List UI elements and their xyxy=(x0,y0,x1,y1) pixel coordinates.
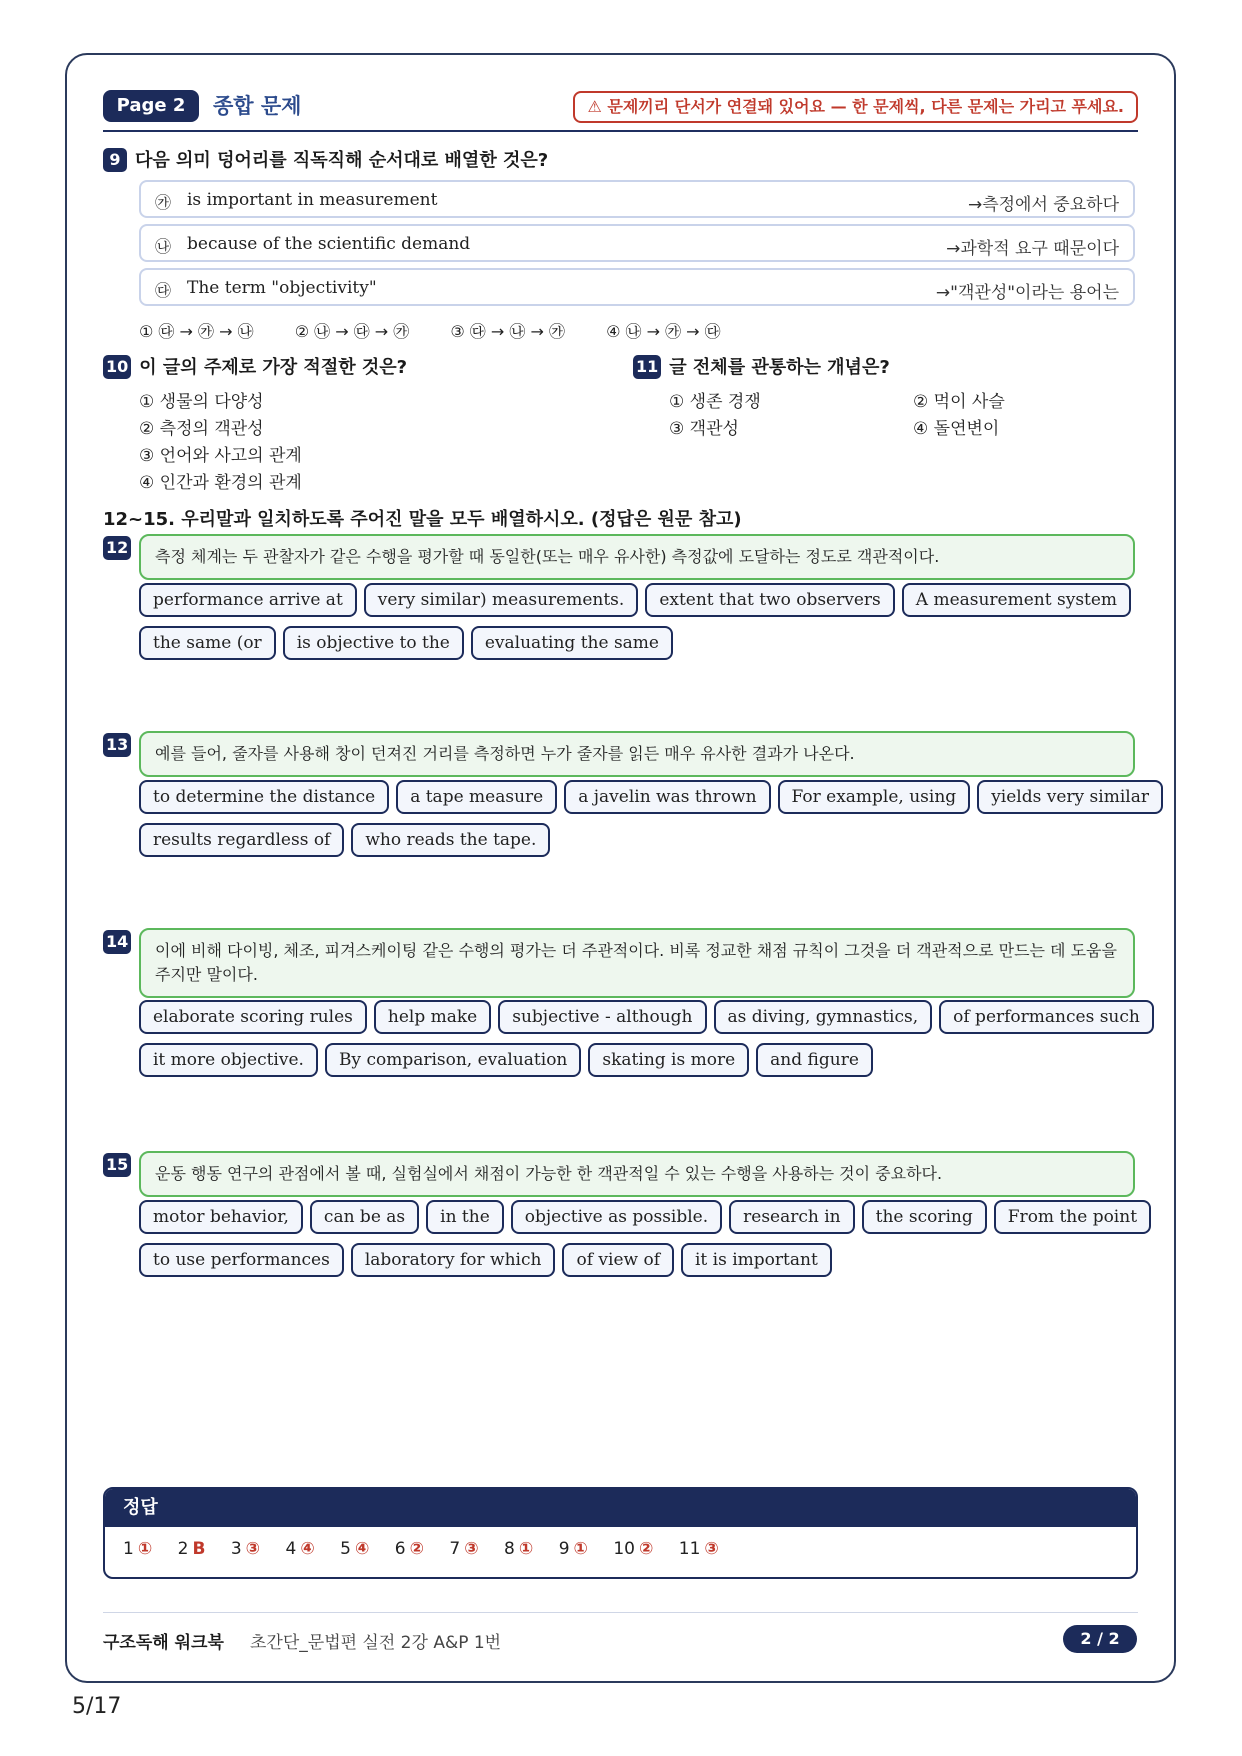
chunk-korean: →"객관성"이라는 용어는 xyxy=(935,283,1119,303)
warning-notice: ⚠ 문제끼리 단서가 연결돼 있어요 — 한 문제씩, 다른 문제는 가리고 푸세요. xyxy=(573,91,1138,123)
answer-item xyxy=(504,1539,533,1559)
chunk-english: is important in measurement xyxy=(187,190,438,210)
chunk-mark: ㉰ xyxy=(155,281,172,300)
question-number-14: 14 xyxy=(103,930,131,954)
answer-key xyxy=(103,1487,1138,1579)
word-chip[interactable]: extent that two observers xyxy=(645,583,894,617)
q11-option-4[interactable]: ④ 돌연변이 xyxy=(913,419,1000,439)
chunk-da xyxy=(139,268,1135,306)
chunk-mark: ㉯ xyxy=(155,237,172,256)
word-chip[interactable]: By comparison, evaluation xyxy=(325,1043,581,1077)
word-chip[interactable]: the same (or xyxy=(139,626,276,660)
q10-option-2[interactable]: ② 측정의 객관성 xyxy=(139,419,264,439)
q10-option-3[interactable]: ③ 언어와 사고의 관계 xyxy=(139,446,302,466)
word-bank-13-row-1 xyxy=(139,780,1163,814)
answer-item xyxy=(395,1539,424,1559)
answer-value: ④ xyxy=(300,1539,315,1559)
footer-divider xyxy=(103,1612,1138,1613)
question-number-15: 15 xyxy=(103,1153,131,1177)
answer-item xyxy=(123,1539,152,1559)
question-text: 이 글의 주제로 가장 적절한 것은? xyxy=(139,357,408,378)
word-chip[interactable]: research in xyxy=(729,1200,855,1234)
chunk-english: because of the scientific demand xyxy=(187,234,471,254)
korean-sentence-13: 예를 들어, 줄자를 사용해 창이 던져진 거리를 측정하면 누가 줄자를 읽든 매우 유사한 결과가 나온다. xyxy=(139,731,1135,777)
chunk-english: The term "objectivity" xyxy=(187,278,377,298)
word-chip[interactable]: motor behavior, xyxy=(139,1200,303,1234)
answer-number: 11 xyxy=(678,1539,701,1559)
answer-value: ① xyxy=(573,1539,588,1559)
word-bank-14-row-2 xyxy=(139,1043,873,1077)
answer-item xyxy=(340,1539,369,1559)
choice-3[interactable]: ③ ㉰ → ㉯ → ㉮ xyxy=(450,322,565,341)
answer-item xyxy=(449,1539,478,1559)
answer-item xyxy=(178,1539,206,1559)
chunk-korean: →과학적 요구 때문이다 xyxy=(946,239,1119,259)
word-chip[interactable]: results regardless of xyxy=(139,823,344,857)
word-chip[interactable]: the scoring xyxy=(862,1200,987,1234)
word-chip[interactable]: yields very similar xyxy=(977,780,1163,814)
word-chip[interactable]: laboratory for which xyxy=(351,1243,556,1277)
q10-option-4[interactable]: ④ 인간과 환경의 관계 xyxy=(139,473,302,493)
word-chip[interactable]: in the xyxy=(426,1200,504,1234)
q11-option-2[interactable]: ② 먹이 사슬 xyxy=(913,392,1005,412)
q9-choices xyxy=(139,319,757,342)
answer-value: ① xyxy=(137,1539,153,1559)
answer-number: 2 xyxy=(177,1539,189,1559)
word-chip[interactable]: to determine the distance xyxy=(139,780,389,814)
answer-item xyxy=(231,1539,260,1559)
word-bank-15-row-2 xyxy=(139,1243,832,1277)
word-chip[interactable]: of performances such xyxy=(939,1000,1154,1034)
answer-key-title: 정답 xyxy=(105,1489,1136,1527)
word-chip[interactable]: a javelin was thrown xyxy=(564,780,770,814)
q11-option-3[interactable]: ③ 객관성 xyxy=(669,419,739,439)
question-11 xyxy=(633,353,890,379)
choice-4[interactable]: ④ ㉯ → ㉮ → ㉰ xyxy=(606,322,721,341)
korean-sentence-15: 운동 행동 연구의 관점에서 볼 때, 실험실에서 채점이 가능한 한 객관적일 수 있는 수행을 사용하는 것이 중요하다. xyxy=(139,1151,1135,1197)
page-header xyxy=(103,90,1138,132)
korean-sentence-12: 측정 체계는 두 관찰자가 같은 수행을 평가할 때 동일한(또는 매우 유사한) 측정값에 도달하는 정도로 객관적이다. xyxy=(139,534,1135,580)
choice-2[interactable]: ② ㉯ → ㉰ → ㉮ xyxy=(294,322,410,341)
answer-number: 10 xyxy=(613,1539,635,1559)
word-chip[interactable]: help make xyxy=(374,1000,491,1034)
word-chip[interactable]: is objective to the xyxy=(283,626,464,660)
question-9 xyxy=(103,146,548,172)
word-chip[interactable]: and figure xyxy=(756,1043,873,1077)
answer-item xyxy=(285,1539,314,1559)
chunk-ga xyxy=(139,180,1135,218)
word-chip[interactable]: performance arrive at xyxy=(139,583,357,617)
question-number: 9 xyxy=(103,148,127,172)
footer-brand: 구조독해 워크북 xyxy=(103,1633,224,1653)
word-chip[interactable]: as diving, gymnastics, xyxy=(714,1000,933,1034)
word-chip[interactable]: it is important xyxy=(681,1243,832,1277)
answer-number: 4 xyxy=(285,1539,297,1559)
word-chip[interactable]: skating is more xyxy=(588,1043,749,1077)
answer-item xyxy=(679,1539,719,1559)
question-number: 11 xyxy=(633,355,661,379)
korean-sentence-14: 이에 비해 다이빙, 체조, 피겨스케이팅 같은 수행의 평가는 더 주관적이다. 비록 정교한 채점 규칙이 그것을 더 객관적으로 만드는 데 도움을 주지만 말이다. xyxy=(139,928,1135,998)
answer-value: ③ xyxy=(245,1539,261,1559)
page-badge: Page 2 xyxy=(103,90,199,122)
answer-number: 9 xyxy=(558,1539,570,1559)
q10-option-1[interactable]: ① 생물의 다양성 xyxy=(139,392,264,412)
word-chip[interactable]: of view of xyxy=(562,1243,674,1277)
answer-value: B xyxy=(192,1539,206,1559)
footer-page-indicator: 2 / 2 xyxy=(1063,1625,1137,1653)
word-chip[interactable]: very similar) measurements. xyxy=(364,583,639,617)
word-bank-12-row-1 xyxy=(139,583,1131,617)
question-10 xyxy=(103,353,407,379)
answer-value: ② xyxy=(638,1539,654,1559)
answer-value: ④ xyxy=(354,1539,370,1559)
section-title: 종합 문제 xyxy=(213,94,302,118)
word-chip[interactable]: it more objective. xyxy=(139,1043,318,1077)
question-number-12: 12 xyxy=(103,536,131,560)
word-chip[interactable]: a tape measure xyxy=(396,780,557,814)
word-bank-13-row-2 xyxy=(139,823,550,857)
answer-item xyxy=(613,1539,653,1559)
q11-option-1[interactable]: ① 생존 경쟁 xyxy=(669,392,761,412)
question-number: 10 xyxy=(103,355,131,379)
word-bank-12-row-2 xyxy=(139,626,673,660)
word-chip[interactable]: elaborate scoring rules xyxy=(139,1000,367,1034)
word-chip[interactable]: From the point xyxy=(994,1200,1151,1234)
answer-number: 1 xyxy=(123,1539,134,1559)
word-bank-15-row-1 xyxy=(139,1200,1151,1234)
answer-number: 7 xyxy=(449,1539,461,1559)
answer-value: ③ xyxy=(464,1539,479,1559)
question-text: 글 전체를 관통하는 개념은? xyxy=(669,357,890,378)
word-chip[interactable]: subjective - although xyxy=(498,1000,706,1034)
answer-value: ① xyxy=(518,1539,534,1559)
word-chip[interactable]: A measurement system xyxy=(902,583,1131,617)
answer-number: 6 xyxy=(394,1539,406,1559)
chunk-korean: →측정에서 중요하다 xyxy=(967,195,1119,215)
word-chip[interactable]: evaluating the same xyxy=(471,626,673,660)
arrange-instruction: 12~15. 우리말과 일치하도록 주어진 말을 모두 배열하시오. (정답은 원문 참고) xyxy=(103,509,742,530)
answer-number: 8 xyxy=(504,1539,515,1559)
word-chip[interactable]: For example, using xyxy=(778,780,971,814)
answer-number: 3 xyxy=(230,1539,242,1559)
answer-number: 5 xyxy=(340,1539,351,1559)
document-page-count: 5/17 xyxy=(72,1694,122,1719)
answer-item xyxy=(559,1539,588,1559)
word-chip[interactable]: objective as possible. xyxy=(511,1200,722,1234)
chunk-mark: ㉮ xyxy=(155,193,172,212)
choice-1[interactable]: ① ㉰ → ㉮ → ㉯ xyxy=(139,322,254,341)
answer-value: ③ xyxy=(704,1539,719,1559)
word-chip[interactable]: can be as xyxy=(310,1200,419,1234)
question-number-13: 13 xyxy=(103,733,131,757)
chunk-na xyxy=(139,224,1135,262)
word-chip[interactable]: who reads the tape. xyxy=(351,823,550,857)
answer-list xyxy=(123,1539,739,1559)
question-text: 다음 의미 덩어리를 직독직해 순서대로 배열한 것은? xyxy=(135,150,549,171)
word-chip[interactable]: to use performances xyxy=(139,1243,344,1277)
word-bank-14-row-1 xyxy=(139,1000,1154,1034)
footer-subtitle: 초간단_문법편 실전 2강 A&P 1번 xyxy=(250,1633,502,1653)
answer-value: ② xyxy=(409,1539,424,1559)
